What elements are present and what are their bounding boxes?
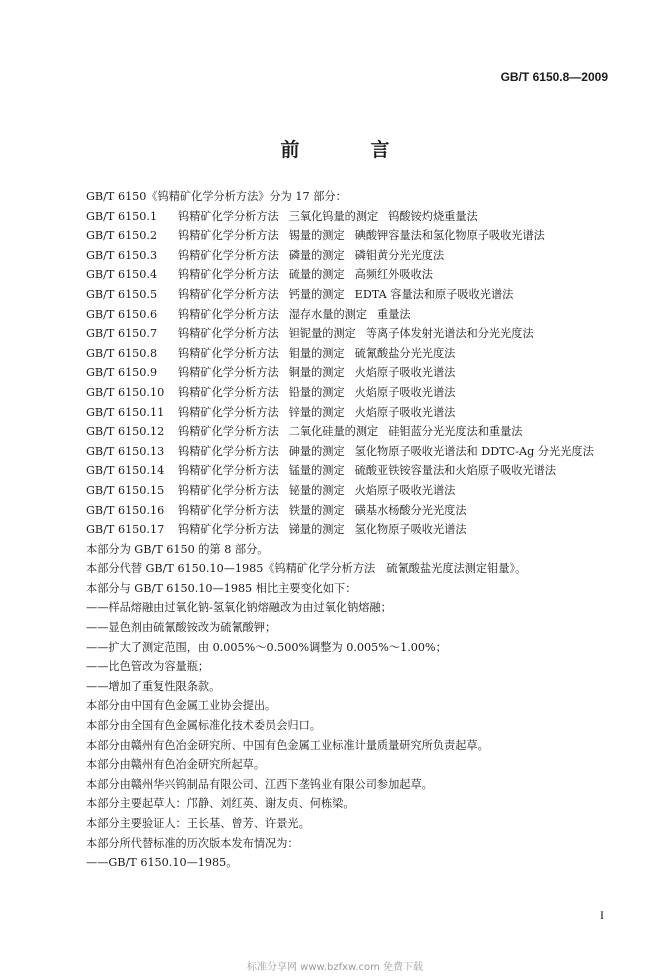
part-series: 钨精矿化学分析方法 [178, 229, 279, 243]
paragraph: ——GB/T 6150.10—1985。 [86, 856, 238, 870]
intro-line: GB/T 6150《钨精矿化学分析方法》分为 17 部分： [86, 190, 347, 203]
part-method: 火焰原子吸收光谱法 [354, 366, 456, 380]
part-item [62, 501, 622, 521]
part-code: GB/T 6150.1 [86, 209, 158, 223]
part-code: GB/T 6150.15 [86, 483, 165, 497]
paragraph: 本部分由全国有色金属标准化技术委员会归口。 [86, 719, 321, 733]
part-series: 钨精矿化学分析方法 [178, 307, 279, 321]
part-method: 重量法 [377, 307, 411, 321]
part-method: 等离子体发射光谱法和分光光度法 [365, 327, 534, 341]
page-number: I [600, 908, 604, 922]
part-item [62, 403, 622, 423]
paragraph: 本部分与 GB/T 6150.10—1985 相比主要变化如下： [86, 581, 357, 595]
part-item-name: 锑量的测定 [288, 523, 345, 537]
part-code: GB/T 6150.6 [86, 307, 158, 321]
part-series: 钨精矿化学分析方法 [178, 248, 279, 262]
part-code: GB/T 6150.11 [86, 405, 165, 419]
part-item [62, 363, 622, 383]
part-item [62, 207, 622, 227]
part-item [62, 324, 622, 344]
part-series: 钨精矿化学分析方法 [178, 366, 279, 380]
paragraph: 本部分由赣州有色冶金研究所起草。 [86, 758, 266, 772]
part-code: GB/T 6150.16 [86, 503, 165, 517]
part-item-name: 铅量的测定 [288, 385, 345, 399]
part-item [62, 246, 622, 266]
part-series: 钨精矿化学分析方法 [178, 327, 279, 341]
part-method: 火焰原子吸收光谱法 [354, 405, 456, 419]
part-code: GB/T 6150.7 [86, 327, 158, 341]
part-code: GB/T 6150.5 [86, 287, 158, 301]
paragraph: ——增加了重复性限条款。 [86, 679, 221, 693]
part-item [62, 442, 622, 462]
part-item-name: 钙量的测定 [288, 287, 345, 301]
part-item [62, 422, 622, 442]
part-method: 硅钼蓝分光光度法和重量法 [388, 425, 523, 439]
part-method: 磷钼黄分光光度法 [354, 248, 445, 262]
part-item-name: 硫量的测定 [288, 268, 345, 282]
paragraph: 本部分代替 GB/T 6150.10—1985《钨精矿化学分析方法 硫氰酸盐光度法测定钼量》。 [86, 562, 527, 576]
paragraph: ——显色剂由硫氰酸铵改为硫氰酸钾； [86, 621, 277, 635]
part-code: GB/T 6150.4 [86, 268, 158, 282]
part-item-name: 铋量的测定 [288, 483, 345, 497]
part-series: 钨精矿化学分析方法 [178, 523, 279, 537]
part-method: 碘酸钾容量法和氢化物原子吸收光谱法 [354, 229, 545, 243]
part-code: GB/T 6150.2 [86, 229, 158, 243]
page-title: 前 言 [280, 139, 416, 161]
part-item-name: 钽铌量的测定 [288, 327, 356, 341]
part-method: EDTA 容量法和原子吸收光谱法 [354, 287, 514, 301]
parts-list [62, 207, 622, 540]
paragraph: 本部分主要验证人：王长基、曾芳、许景光。 [86, 817, 310, 830]
part-code: GB/T 6150.3 [86, 248, 158, 262]
part-series: 钨精矿化学分析方法 [178, 268, 279, 282]
part-series: 钨精矿化学分析方法 [178, 444, 279, 458]
part-item-name: 三氧化钨量的测定 [288, 209, 379, 223]
part-code: GB/T 6150.13 [86, 444, 165, 458]
part-code: GB/T 6150.17 [86, 523, 165, 537]
part-method: 火焰原子吸收光谱法 [354, 385, 456, 399]
paragraph: 本部分为 GB/T 6150 的第 8 部分。 [86, 542, 269, 556]
part-item-name: 铁量的测定 [288, 503, 345, 517]
paragraph: ——扩大了测定范围，由 0.005%～0.500%调整为 0.005%～1.00%； [86, 640, 447, 654]
part-item-name: 砷量的测定 [288, 444, 345, 458]
part-item [62, 344, 622, 364]
paragraph: 本部分所代替标准的历次版本发布情况为： [86, 836, 299, 850]
part-item [62, 285, 622, 305]
part-method: 氢化物原子吸收光谱法和 DDTC-Ag 分光光度法 [354, 444, 594, 458]
part-code: GB/T 6150.14 [86, 464, 165, 478]
part-series: 钨精矿化学分析方法 [178, 503, 279, 517]
part-series: 钨精矿化学分析方法 [178, 287, 279, 301]
part-series: 钨精矿化学分析方法 [178, 346, 279, 360]
part-method: 硫酸亚铁铵容量法和火焰原子吸收光谱法 [354, 464, 557, 478]
part-series: 钨精矿化学分析方法 [178, 483, 279, 497]
part-series: 钨精矿化学分析方法 [178, 464, 279, 478]
part-series: 钨精矿化学分析方法 [178, 425, 279, 439]
part-method: 高频红外吸收法 [354, 268, 433, 282]
part-method: 钨酸铵灼烧重量法 [388, 209, 478, 223]
part-item [62, 265, 622, 285]
paragraph: 本部分主要起草人：邝静、刘红英、谢友贞、何栋梁。 [86, 797, 355, 811]
part-item-name: 锡量的测定 [288, 229, 345, 243]
part-method: 氢化物原子吸收光谱法 [354, 523, 467, 537]
document-body [62, 187, 622, 873]
paragraph: ——样品熔融由过氧化钠-氢氧化钠熔融改为由过氧化钠熔融； [86, 601, 392, 615]
part-series: 钨精矿化学分析方法 [178, 385, 279, 399]
part-item [62, 461, 622, 481]
part-series: 钨精矿化学分析方法 [178, 405, 279, 419]
part-item-name: 二氧化硅量的测定 [288, 425, 379, 439]
paragraph: 本部分由中国有色金属工业协会提出。 [86, 699, 277, 713]
part-item [62, 305, 622, 325]
part-item-name: 钼量的测定 [288, 346, 345, 360]
part-method: 磺基水杨酸分光光度法 [354, 503, 467, 517]
paragraph-list [62, 540, 622, 873]
part-item [62, 481, 622, 501]
part-code: GB/T 6150.10 [86, 385, 165, 399]
paragraph: 本部分由赣州有色冶金研究所、中国有色金属工业标准计量质量研究所负责起草。 [86, 738, 489, 752]
watermark: 标准分享网 www.bzfxw.com 免费下载 [247, 962, 423, 973]
part-code: GB/T 6150.8 [86, 346, 158, 360]
part-series: 钨精矿化学分析方法 [178, 209, 279, 223]
part-item [62, 520, 622, 540]
part-item [62, 383, 622, 403]
part-item-name: 磷量的测定 [288, 248, 345, 262]
part-item-name: 湿存水量的测定 [288, 307, 368, 321]
part-item-name: 锌量的测定 [288, 405, 345, 419]
part-code: GB/T 6150.12 [86, 425, 165, 439]
paragraph: 本部分由赣州华兴钨制品有限公司、江西下垄钨业有限公司参加起草。 [86, 777, 433, 791]
part-item-name: 铜量的测定 [288, 366, 345, 380]
part-item [62, 226, 622, 246]
part-method: 火焰原子吸收光谱法 [354, 483, 456, 497]
part-item-name: 锰量的测定 [288, 464, 345, 478]
paragraph: ——比色管改为容量瓶； [86, 660, 210, 674]
part-method: 硫氰酸盐分光光度法 [354, 346, 456, 360]
standard-code: GB/T 6150.8—2009 [500, 70, 608, 84]
part-code: GB/T 6150.9 [86, 366, 158, 380]
